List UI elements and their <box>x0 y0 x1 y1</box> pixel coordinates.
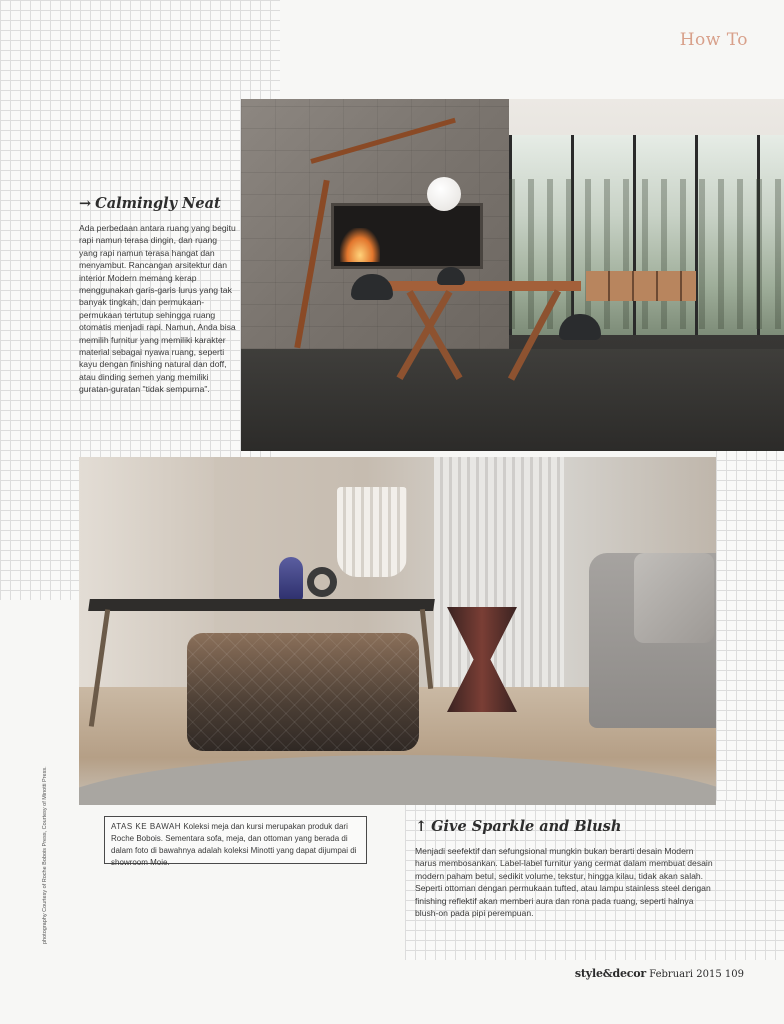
fireplace <box>331 203 483 269</box>
tufted-ottoman <box>187 633 419 751</box>
console-table <box>88 599 435 611</box>
article-heading <box>415 818 715 835</box>
magazine-brand: style&decor <box>574 967 647 980</box>
fire <box>340 228 380 262</box>
wall-panel <box>434 457 564 687</box>
ring-sculpture <box>307 567 337 597</box>
glass-vase <box>279 557 303 602</box>
cushion <box>634 553 714 643</box>
arrow-right-icon: → <box>79 195 92 212</box>
photo-living-room <box>79 457 716 805</box>
page-number: 109 <box>724 969 744 980</box>
caption-label: ATAS KE BAWAH <box>111 822 182 831</box>
caption-box <box>104 816 367 867</box>
article-heading <box>79 195 237 212</box>
pendant-lamp <box>427 177 461 211</box>
floor <box>241 349 784 451</box>
article-give-sparkle <box>415 818 715 919</box>
section-label: How To <box>679 30 748 50</box>
caption-body: Koleksi meja dan kursi merupakan produk dari Roche Bobois. Sementara sofa, meja, dan ottoman yang berada di dalam foto di bawahnya adalah koleksi Minotti yang dapat dijumpai di showroom Moie. <box>111 822 357 867</box>
heading-text: Give Sparkle and Blush <box>431 818 622 835</box>
photo-credit: photography Courtesy of Roche Bobois Press, Courtesy of Minotti Press. <box>42 766 48 944</box>
caption-text <box>111 821 360 869</box>
table-leg <box>420 609 433 689</box>
table-lamp <box>337 487 407 577</box>
photo-dining-room <box>241 99 784 451</box>
article-body: Ada perbedaan antara ruang yang begitu rapi namun terasa dingin, dan ruang yang rapi namun terasa hangat dan menyambut. Rancangan arsitektur dan interior Modern memang kerap menggunakan garis-garis lurus yang tak banyak tingkah, dan permukaan-permukaan tertutup sehingga ruang otomatis menjadi rapi. Namun, Anda bisa memilih furnitur yang memiliki karakter material sebagai nyawa ruang, seperti kayu dengan finishing natural dan doff, atau dinding semen yang memiliki guratan-guratan "tidak sempurna". <box>79 223 236 395</box>
page-footer <box>575 967 744 980</box>
article-calmingly-neat <box>79 195 237 396</box>
article-body: Menjadi seefektif dan sefungsional mungkin bukan berarti desain Modern harus membosankan. Label-label furnitur yang cermat dalam membuat desain modern paham betul, sedikit volume, tekstur, hingga kilau, tidak akan salah. Seperti ottoman dengan permukaan tufted, atau lampu stainless steel dengan finishing reflektif akan memberi aura dan rona pada ruang, seperti halnya blush-on pada pipi perempuan. <box>415 846 713 919</box>
arrow-up-icon: ↑ <box>415 818 428 835</box>
issue-date: Februari 2015 <box>649 969 722 980</box>
sideboard <box>586 271 696 301</box>
heading-text: Calmingly Neat <box>95 195 221 212</box>
